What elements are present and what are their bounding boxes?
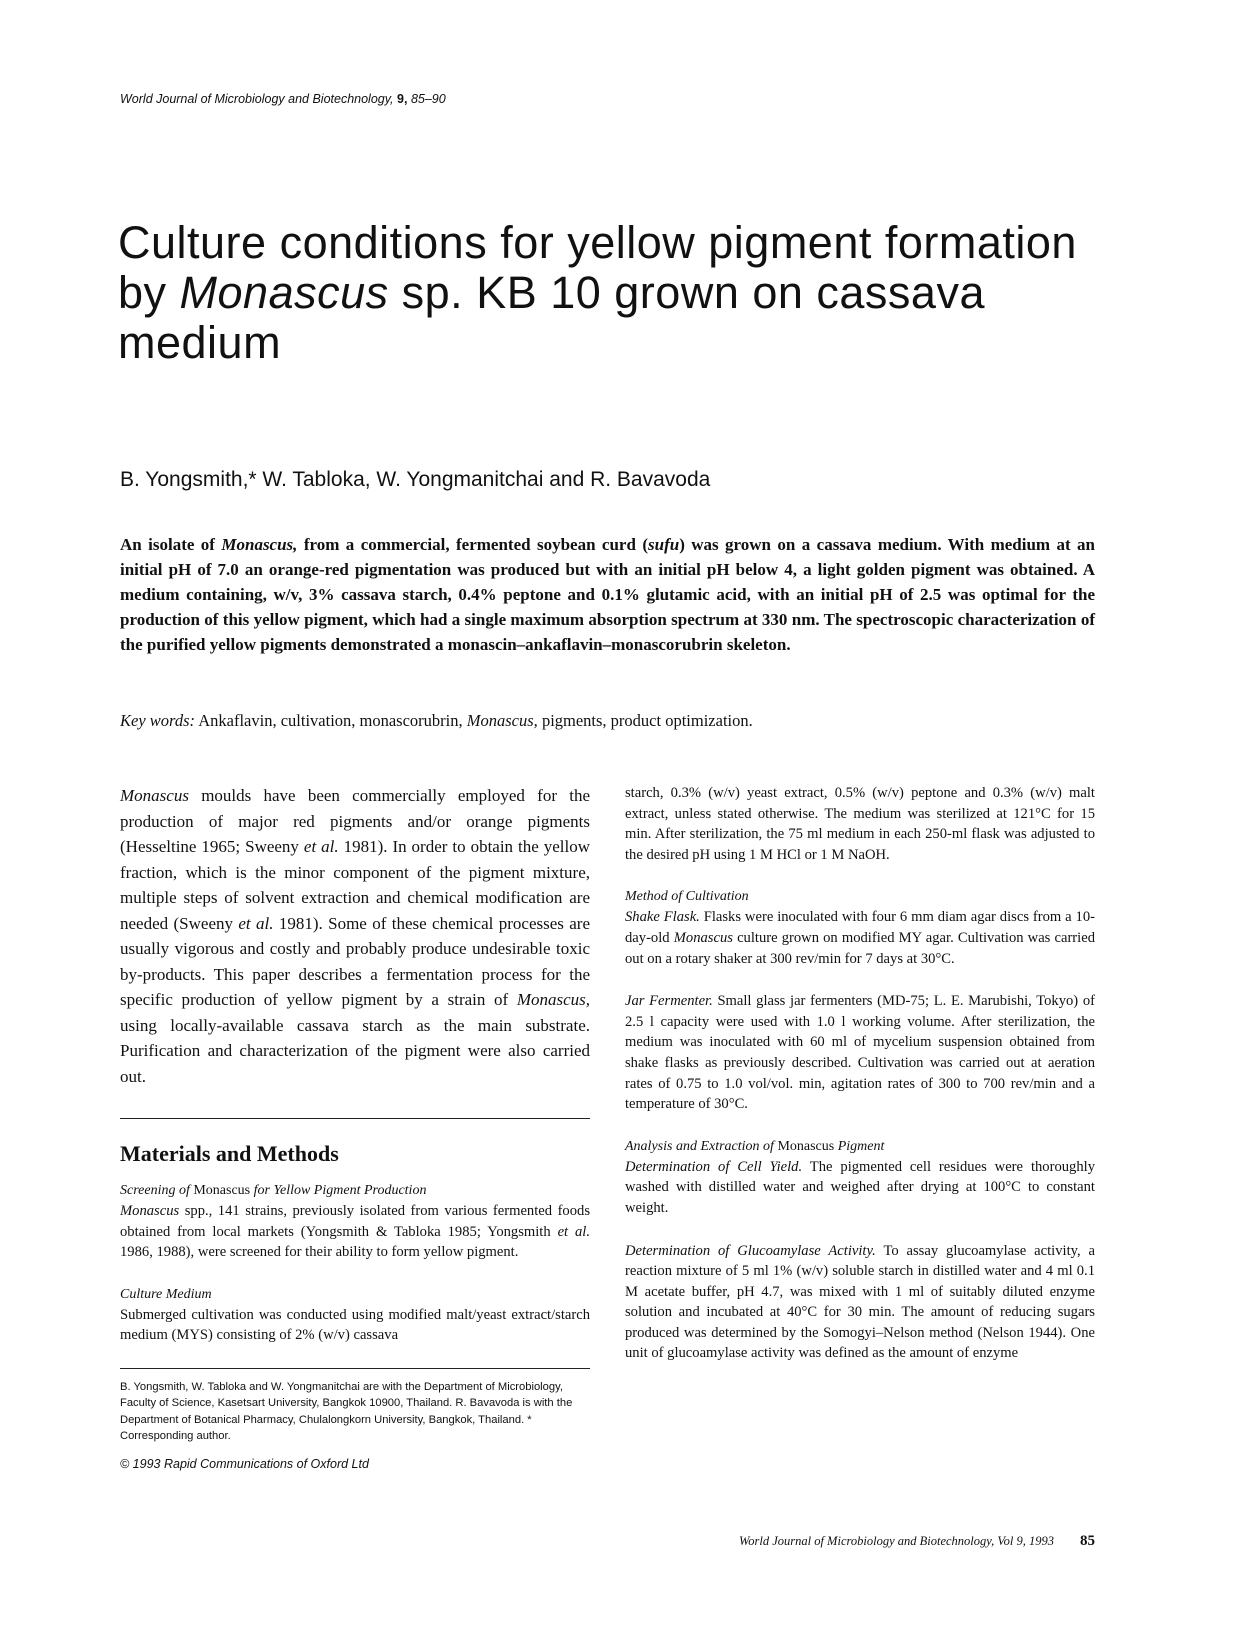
culture-medium-continued: starch, 0.3% (w/v) yeast extract, 0.5% (w/v) peptone and 0.3% (w/v) malt extract, unless stated otherwise. The medium was sterilized at 121°C for 15 min. After sterilization, the 75 ml medium in each 250-ml flask was adjusted to the desired pH using 1 M HCl or 1 M NaOH. xyxy=(625,785,1095,863)
jar-fermenter-text: Small glass jar fermenters (MD-75; L. E. Marubishi, Tokyo) of 2.5 l capacity were used with 1.0 l working volume. After sterilization, the medium was inoculated with 60 ml of mycelium suspension obtained from shake flasks as previously described. Cultivation was carried out at aeration rates of 0.75 to 1.0 vol/vol. min, agitation rates of 300 to 700 rev/min and a temperature of 30°C. xyxy=(625,993,1095,1113)
section-divider xyxy=(120,1118,590,1119)
copyright-notice: © 1993 Rapid Communications of Oxford Ltd xyxy=(120,1456,369,1471)
cell-yield-paragraph xyxy=(625,1157,1095,1219)
footer-journal: World Journal of Microbiology and Biotechnology, Vol 9, 1993 xyxy=(738,1534,1054,1548)
culture-medium-paragraph: Submerged cultivation was conducted using modified malt/yeast extract/starch medium (MYS) consisting of 2% (w/v) cassava xyxy=(120,1306,590,1344)
glucoamylase-paragraph xyxy=(625,1241,1095,1365)
abstract-genus: Monascus, xyxy=(221,535,298,554)
title-part-2: sp. KB 10 grown on cassava medium xyxy=(118,267,985,368)
keywords-text-2: pigments, product optimization. xyxy=(541,711,753,730)
analysis-title-1: Analysis and Extraction of xyxy=(625,1138,774,1154)
intro-text-2: 1981). In order to obtain the yellow fraction, which is the minor component of the pigment mixture, multiple steps of solvent extraction and chemical modification are needed (Sweeny xyxy=(120,837,591,933)
shake-flask-paragraph xyxy=(625,907,1095,969)
cell-yield-label: Determination of Cell Yield. xyxy=(625,1158,803,1175)
intro-text-4: using locally-available cassava starch as the main substrate. Purification and characterization of the pigment were also carried out. xyxy=(120,1015,590,1086)
keywords-genus: Monascus, xyxy=(466,711,538,730)
shake-flask-text-1: Flasks were inoculated with four 6 mm diam agar discs from a 10-day-old xyxy=(625,909,1095,946)
author-affiliation-footnote: B. Yongsmith, W. Tabloka and W. Yongmanitchai are with the Department of Microbiology, Faculty of Science, Kasetsart University, Bangkok 10900, Thailand. R. Bavavoda is with the Department of Botanical Pharmacy, Chulalongkorn University, Bangkok, Thailand. * Corresponding author. xyxy=(120,1380,573,1443)
shake-flask-text-2: culture grown on modified MY agar. Cultivation was carried out on a rotary shaker at 300 rev/min for 7 days at 30°C. xyxy=(625,929,1096,967)
intro-etal-1: et al. xyxy=(303,837,339,856)
jar-fermenter-label: Jar Fermenter. xyxy=(625,993,713,1010)
screening-title-1: Screening of xyxy=(120,1183,190,1198)
screening-paragraph xyxy=(120,1201,590,1263)
screening-text-1: spp., 141 strains, previously isolated from various fermented foods obtained from local markets (Yongsmith & Tabloka 1985; Yongsmith xyxy=(120,1203,591,1240)
jar-fermenter-paragraph xyxy=(625,991,1095,1115)
screening-etal: et al. xyxy=(557,1223,590,1240)
running-head-pages: 85–90 xyxy=(410,92,446,106)
footnote-divider xyxy=(120,1368,590,1369)
abstract xyxy=(120,532,1095,657)
paper-title xyxy=(118,218,1118,368)
intro-text-3: 1981). Some of these chemical processes are usually vigorous and costly and probably produce undesirable toxic by-products. This paper describes a fermentation process for the specific production of yellow pigment by a strain of xyxy=(120,913,591,1009)
abstract-sufu: sufu xyxy=(648,535,680,554)
shake-flask-genus: Monascus xyxy=(673,929,733,946)
screening-genus: Monascus xyxy=(120,1203,180,1219)
cell-yield-text: The pigmented cell residues were thoroughly washed with distilled water and weighed after drying at 100°C to constant weight. xyxy=(625,1158,1095,1216)
abstract-text-1: An isolate of xyxy=(120,535,215,554)
screening-title-genus: Monascus xyxy=(193,1183,251,1198)
screening-title-2: for Yellow Pigment Production xyxy=(253,1183,427,1198)
analysis-title-genus: Monascus xyxy=(777,1138,835,1154)
subheading-screening xyxy=(120,1181,590,1201)
keywords xyxy=(120,711,1095,731)
left-column xyxy=(120,783,590,1471)
subheading-culture-medium: Culture Medium xyxy=(120,1286,212,1302)
right-column xyxy=(625,783,1095,1364)
intro-genus: Monascus xyxy=(120,786,189,805)
section-heading-materials-methods: Materials and Methods xyxy=(120,1141,339,1166)
author-list: B. Yongsmith,* W. Tabloka, W. Yongmanitchai and R. Bavavoda xyxy=(120,468,711,491)
screening-text-2: 1986, 1988), were screened for their ability to form yellow pigment. xyxy=(120,1244,519,1261)
page-number: 85 xyxy=(1080,1533,1095,1549)
glucoamylase-text: To assay glucoamylase activity, a reaction mixture of 5 ml 1% (w/v) soluble starch in distilled water and 4 ml 0.1 M acetate buffer, pH 4.7, was mixed with 1 ml of suitably diluted enzyme solution and incubated at 40°C for 30 min. The amount of reducing sugars produced was determined by the Somogyi–Nelson method (Nelson 1944). One unit of glucoamylase activity was defined as the amount of enzyme xyxy=(625,1242,1096,1362)
page-footer xyxy=(700,1533,1095,1550)
intro-text-1: moulds have been commercially employed for the production of major red pigments and/or orange pigments (Hesseltine 1965; Sweeny xyxy=(120,786,590,856)
abstract-text-3: ) was grown on a cassava medium. With medium at an initial pH of 7.0 an orange-red pigmentation was produced but with an initial pH below 4, a light golden pigment was obtained. A medium containing, w/v, 3% cassava starch, 0.4% peptone and 0.1% glutamic acid, with an initial pH of 2.5 was optimal for the production of this yellow pigment, which had a single maximum absorption spectrum at 330 nm. The spectroscopic characterization of the purified yellow pigments demonstrated a monascin–ankaflavin–monascorubrin skeleton. xyxy=(120,535,1096,654)
title-part-1: Culture conditions for yellow pigment formation by xyxy=(118,217,1077,318)
analysis-title-2: Pigment xyxy=(837,1138,885,1154)
abstract-text-2: from a commercial, fermented soybean curd ( xyxy=(303,535,648,554)
shake-flask-label: Shake Flask. xyxy=(625,909,700,926)
subheading-analysis xyxy=(625,1137,1095,1157)
title-genus: Monascus xyxy=(179,267,389,318)
intro-etal-2: et al. xyxy=(238,913,274,933)
glucoamylase-label: Determination of Glucoamylase Activity. xyxy=(625,1242,876,1259)
keywords-text-1: Ankaflavin, cultivation, monascorubrin, xyxy=(198,711,463,730)
keywords-label: Key words: xyxy=(120,711,196,730)
subheading-cultivation: Method of Cultivation xyxy=(625,889,749,905)
running-head-journal: World Journal of Microbiology and Biotechnology, xyxy=(120,92,394,106)
running-head-volume: 9, xyxy=(397,92,408,106)
intro-genus-2: Monascus, xyxy=(516,990,591,1009)
running-head xyxy=(120,92,446,106)
introduction-paragraph xyxy=(120,783,590,1089)
